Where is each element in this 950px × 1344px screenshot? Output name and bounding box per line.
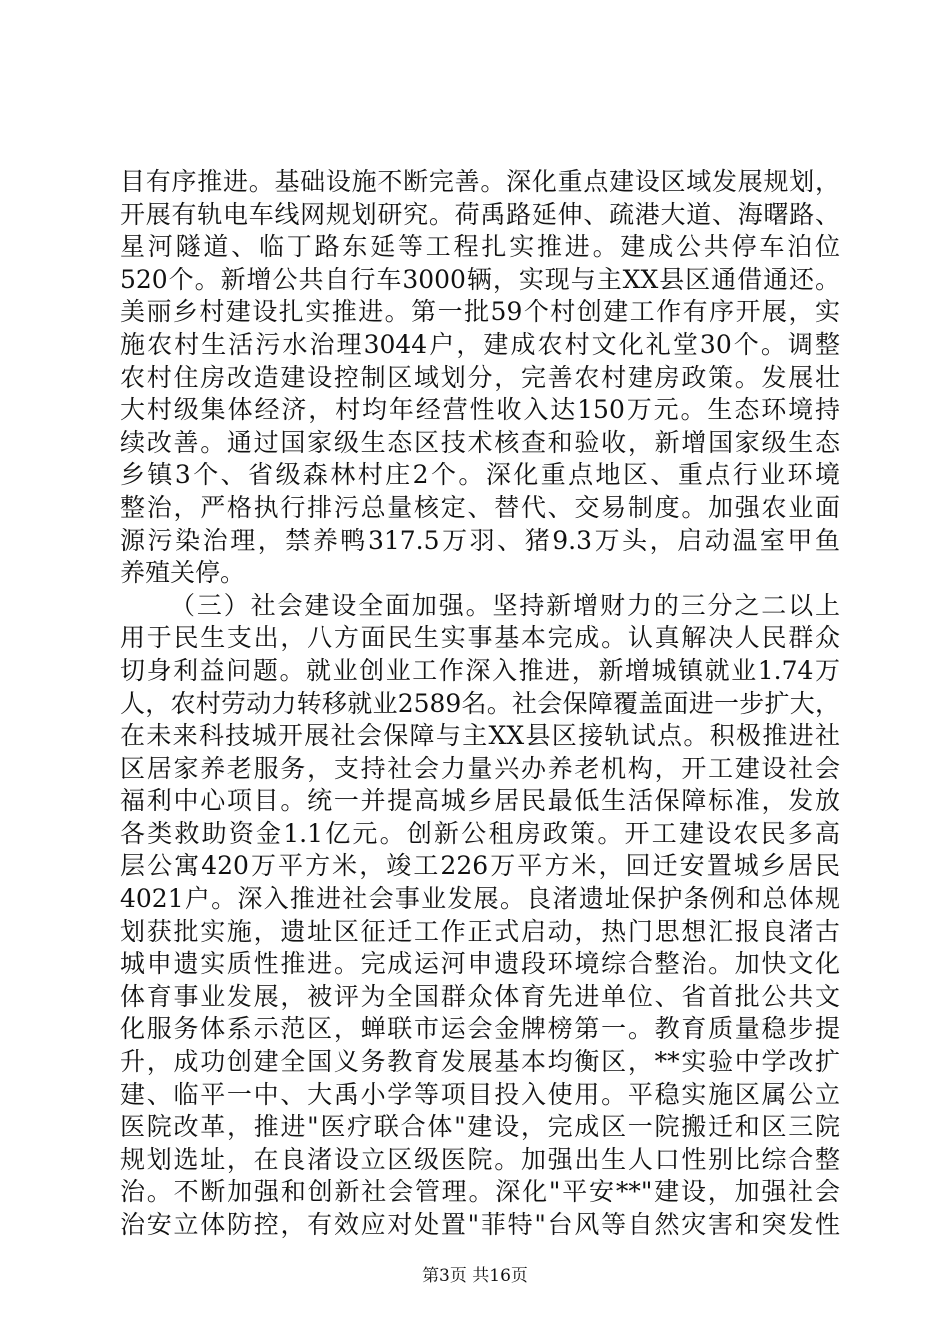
text-line: 4021户。深入推进社会事业发展。良渚遗址保护条例和总体规 [120, 884, 840, 914]
text-line: 升，成功创建全国义务教育发展基本均衡区，**实验中学改扩 [120, 1047, 840, 1077]
text-line: 大村级集体经济，村均年经营性收入达150万元。生态环境持 [120, 395, 840, 425]
text-line: 农村住房改造建设控制区域划分，完善农村建房政策。发展壮 [120, 362, 840, 392]
text-line: 续改善。通过国家级生态区技术核查和验收，新增国家级生态 [120, 427, 840, 457]
text-line: 切身利益问题。就业创业工作深入推进，新增城镇就业1.74万 [120, 655, 840, 685]
text-line: 乡镇3个、省级森林村庄2个。深化重点地区、重点行业环境 [120, 460, 840, 490]
text-line: 美丽乡村建设扎实推进。第一批59个村创建工作有序开展，实 [120, 297, 840, 327]
text-line: 福利中心项目。统一并提高城乡居民最低生活保障标准，发放 [120, 786, 840, 816]
text-line: 用于民生支出，八方面民生实事基本完成。认真解决人民群众 [120, 623, 840, 653]
text-line: 星河隧道、临丁路东延等工程扎实推进。建成公共停车泊位 [120, 232, 840, 262]
text-line: 区居家养老服务，支持社会力量兴办养老机构，开工建设社会 [120, 753, 840, 783]
text-line: 开展有轨电车线网规划研究。荷禹路延伸、疏港大道、海曙路、 [120, 199, 840, 229]
text-line: 划获批实施，遗址区征迁工作正式启动，热门思想汇报良渚古 [120, 916, 840, 946]
text-line: 在未来科技城开展社会保障与主XX县区接轨试点。积极推进社 [120, 721, 840, 751]
page-footer [0, 1266, 950, 1286]
text-line: 规划选址，在良渚设立区级医院。加强出生人口性别比综合整 [120, 1144, 840, 1174]
text-line: 养殖关停。 [120, 558, 246, 588]
text-line: 建、临平一中、大禹小学等项目投入使用。平稳实施区属公立 [120, 1079, 840, 1109]
section-heading-line: （三）社会建设全面加强。坚持新增财力的三分之二以上 [170, 590, 840, 620]
text-line: 化服务体系示范区，蝉联市运会金牌榜第一。教育质量稳步提 [120, 1014, 840, 1044]
text-line: 人，农村劳动力转移就业2589名。社会保障覆盖面进一步扩大， [120, 688, 840, 718]
text-line: 治。不断加强和创新社会管理。深化"平安**"建设，加强社会 [120, 1177, 840, 1207]
text-line: 层公寓420万平方米，竣工226万平方米，回迁安置城乡居民 [120, 851, 840, 881]
text-line: 整治，严格执行排污总量核定、替代、交易制度。加强农业面 [120, 492, 840, 522]
text-line: 治安立体防控，有效应对处置"菲特"台风等自然灾害和突发性 [120, 1210, 840, 1239]
page-number: 第3页 共16页 [422, 1266, 528, 1286]
text-line: 城申遗实质性推进。完成运河申遗段环境综合整治。加快文化 [120, 949, 840, 979]
text-line: 施农村生活污水治理3044户，建成农村文化礼堂30个。调整 [120, 329, 840, 359]
text-line: 各类救助资金1.1亿元。创新公租房政策。开工建设农民多高 [120, 818, 840, 848]
body-text [120, 166, 840, 1242]
text-line: 源污染治理，禁养鸭317.5万羽、猪9.3万头，启动温室甲鱼 [120, 525, 840, 555]
text-line: 目有序推进。基础设施不断完善。深化重点建设区域发展规划， [120, 167, 840, 196]
text-line: 体育事业发展，被评为全国群众体育先进单位、省首批公共文 [120, 981, 840, 1011]
text-line: 医院改革，推进"医疗联合体"建设，完成区一院搬迁和区三院 [120, 1112, 840, 1142]
text-line: 520个。新增公共自行车3000辆，实现与主XX县区通借通还。 [120, 264, 840, 294]
